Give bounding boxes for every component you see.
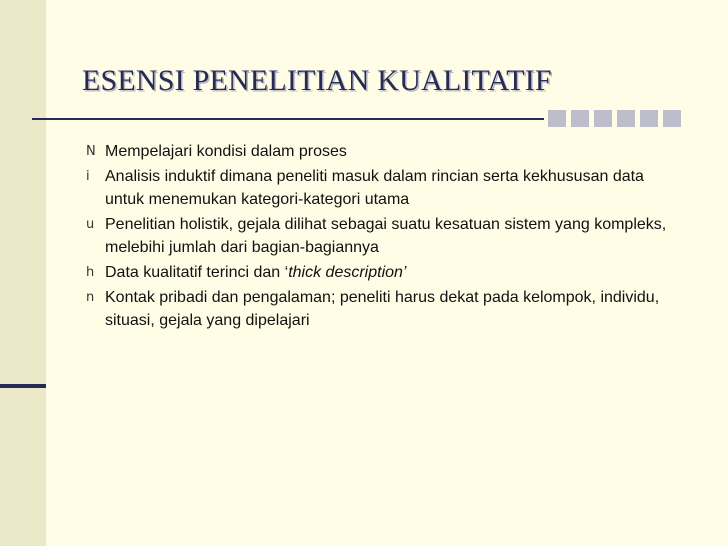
accent-square-4 <box>617 110 635 127</box>
bullet-marker: N <box>86 144 96 159</box>
accent-square-3 <box>594 110 612 127</box>
bullet-text: Penelitian holistik, gejala dilihat sebagai suatu kesatuan sistem yang kompleks, melebihi jumlah dari bagian-bagiannya <box>105 216 667 256</box>
bullet-item <box>86 261 686 284</box>
bullet-item <box>86 165 686 211</box>
bullet-text: Analisis induktif dimana peneliti masuk dalam rincian serta kekhususan data untuk menemukan kategori-kategori utama <box>105 168 644 208</box>
bullet-marker: n <box>86 290 95 305</box>
bullet-text-emphasis: thick description’ <box>288 264 407 281</box>
bullet-list <box>86 140 686 334</box>
bullet-marker: u <box>86 217 95 232</box>
accent-square-6 <box>663 110 681 127</box>
bullet-marker: i <box>86 169 90 184</box>
title-underline <box>32 118 544 120</box>
accent-square-1 <box>548 110 566 127</box>
left-decorative-band <box>0 0 46 546</box>
bullet-marker: h <box>86 265 95 280</box>
slide-title: ESENSI PENELITIAN KUALITATIF <box>82 64 552 97</box>
bullet-text <box>105 261 686 284</box>
bullet-item <box>86 213 686 259</box>
bullet-item <box>86 286 686 332</box>
bullet-text: Kontak pribadi dan pengalaman; peneliti harus dekat pada kelompok, individu, situasi, gejala yang dipelajari <box>105 289 660 329</box>
bullet-text: Mempelajari kondisi dalam proses <box>105 143 347 160</box>
left-band-rule <box>0 384 46 388</box>
accent-square-2 <box>571 110 589 127</box>
bullet-text-plain: Data kualitatif terinci dan ‘ <box>105 264 289 281</box>
bullet-item <box>86 140 686 163</box>
accent-square-5 <box>640 110 658 127</box>
